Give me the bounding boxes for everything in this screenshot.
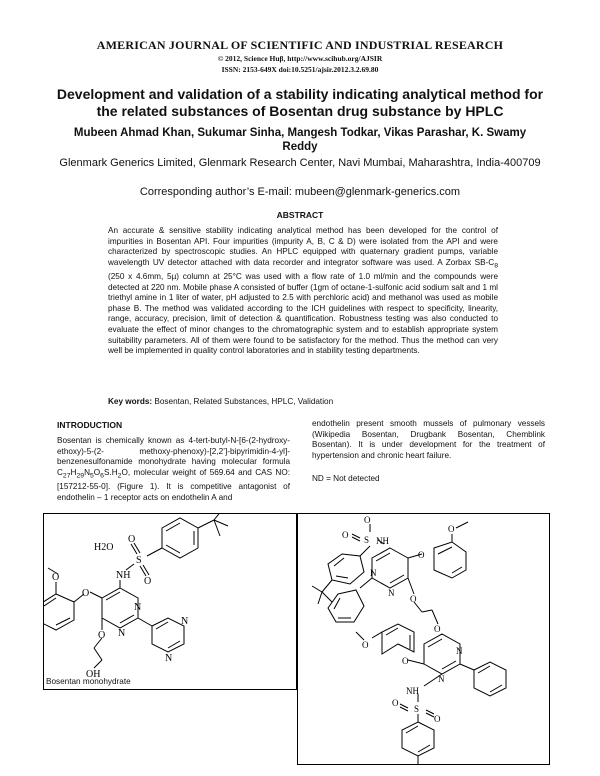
r-o-label-7: O — [402, 656, 409, 666]
formula-sub-2: 29 — [76, 472, 85, 480]
intro-text-a: Bosentan is chemically known as 4-tert-butyl-N-[6-(2-hydroxy-ethoxy)-5-(2- methoxy-phenoxy)-[2,2’]-bipyrimidin-4-yl]- benzenesulfonamide monohydrate having molecular formula C — [57, 436, 290, 477]
o-label-4: O — [52, 572, 60, 583]
introduction-right-column: endothelin present smooth mussels of pulmonary vessels (Wikipedia Bosentan, Drugbank Bosentan, Chemblink Bosentan). It is under development for the treatment of hypertension and chronic heart failure. — [312, 419, 545, 460]
keywords-label: Key words: — [108, 397, 153, 406]
r-nh-label-1: NH — [376, 536, 389, 546]
n-label-2: N — [118, 628, 126, 639]
journal-name: AMERICAN JOURNAL OF SCIENTIFIC AND INDUSTRIAL RESEARCH — [96, 38, 504, 52]
formula-sub-4: 6 — [100, 472, 104, 480]
intro-text-b: S.H — [103, 467, 118, 477]
journal-copyright: © 2012, Science Huβ, http://www.scihub.org/AJSIR — [217, 54, 383, 63]
formula-sub-3: 5 — [89, 472, 94, 480]
r-o-label-4: O — [448, 524, 455, 534]
abstract-text-b: (250 x 4.6mm, 5µ) column at 25°C was used with a flow rate of 1.0 ml/min and the compounds were detected at 220 nm. Mobile phase A consisted of buffer (1gm of octane-1-sulfonic acid sodium salt and 1 ml triethyl amine in 1 liter of water, pH adjusted to 2.5 with perchloric acid) and methanol was used as mobile phase B. The method was validated according to the ICH guidelines with respect to specificity, linearity, range, accuracy, precision, limit of detection & quantification. Robustness testing was also conducted to evaluate the effect of minor changes to the chromatographic system and to establish appropriate system suitability parameters. All of them were found to be satisfactory for the method. Thus the method can very well be implemented in quality control laboratories and in stability testing departments. — [108, 272, 498, 356]
r-o-label-10: O — [434, 714, 441, 724]
bosentan-structure — [44, 514, 296, 689]
n-label-3: N — [181, 616, 189, 627]
introduction-heading: INTRODUCTION — [57, 420, 123, 430]
o-label-1: O — [128, 534, 136, 545]
formula-h: H — [70, 467, 77, 477]
keywords — [108, 397, 508, 406]
corresponding-author: Corresponding author’s E-mail: mubeen@glenmark-generics.com — [139, 186, 461, 198]
journal-issn: ISSN: 2153-649X doi:10.5251/ajsir.2012.3.2.69.80 — [221, 65, 379, 74]
keywords-list: Bosentan, Related Substances, HPLC, Validation — [152, 397, 334, 406]
figure-bosentan-box — [43, 513, 297, 690]
r-o-label-3: O — [418, 550, 425, 560]
r-n-label-3: N — [456, 646, 463, 656]
o-label-3: O — [82, 588, 90, 599]
r-o-label-2: O — [342, 530, 349, 540]
abstract-subscript: 8 — [494, 262, 498, 270]
r-n-label-2: N — [388, 588, 395, 598]
o-label-5: O — [98, 630, 106, 641]
r-s-label-2: S — [414, 704, 420, 714]
paper-affiliation: Glenmark Generics Limited, Glenmark Research Center, Navi Mumbai, Maharashtra, India-400709 — [59, 157, 541, 169]
introduction-left-column — [57, 436, 290, 503]
paper-authors: Mubeen Ahmad Khan, Sukumar Sinha, Mangesh Todkar, Vikas Parashar, K. Swamy Reddy — [73, 127, 527, 153]
formula-sub-5: 2 — [117, 472, 122, 480]
r-o-label-9: O — [392, 698, 399, 708]
abstract-text-a: An accurate & sensitive stability indicating analytical method has been developed for the control of impurities in Bosentan API. Four impurities (impurity A, B, C & D) were isolated from the API and were characterized by spectroscopic studies. An HPLC equipped with quaternary gradient pumps, variable wavelength UV detector attached with data recorder and integrator software was used. A Zorbax SB-C — [108, 226, 498, 267]
s-label: S — [136, 555, 142, 566]
n-label-4: N — [165, 653, 173, 664]
r-nh-label-2: NH — [406, 686, 419, 696]
o-label-2: O — [144, 576, 152, 587]
formula-n: N — [84, 467, 90, 477]
impurity-structure — [298, 514, 549, 764]
r-n-label-1: N — [370, 568, 377, 578]
formula-o: O — [93, 467, 101, 477]
formula-sub-1: 27 — [62, 472, 71, 480]
oh-label: OH — [86, 669, 101, 680]
r-s-label-1: S — [364, 535, 370, 545]
r-o-label-1: O — [364, 515, 371, 525]
figure-impurity-box — [297, 513, 550, 765]
r-o-label-6: O — [434, 624, 441, 634]
r-o-label-5: O — [410, 594, 417, 604]
nh-label: NH — [116, 570, 131, 581]
water-label: H2O — [94, 542, 114, 553]
intro-text-c: O, molecular weight of 569.64 and CAS NO: [157212-55-0]. (Figure 1). It is competitive antagonist of endothelin – 1 receptor acts on endothelin A and — [57, 467, 290, 502]
nd-note: ND = Not detected — [312, 474, 380, 483]
r-o-label-8: O — [362, 640, 369, 650]
r-n-label-4: N — [438, 674, 445, 684]
abstract-text — [108, 226, 498, 357]
figure-caption: Bosentan monohydrate — [46, 677, 131, 686]
n-label-1: N — [134, 602, 142, 613]
paper-title: Development and validation of a stability indicating analytical method for the related substances of Bosentan drug substance by HPLC — [56, 86, 544, 119]
abstract-heading: ABSTRACT — [276, 210, 324, 220]
